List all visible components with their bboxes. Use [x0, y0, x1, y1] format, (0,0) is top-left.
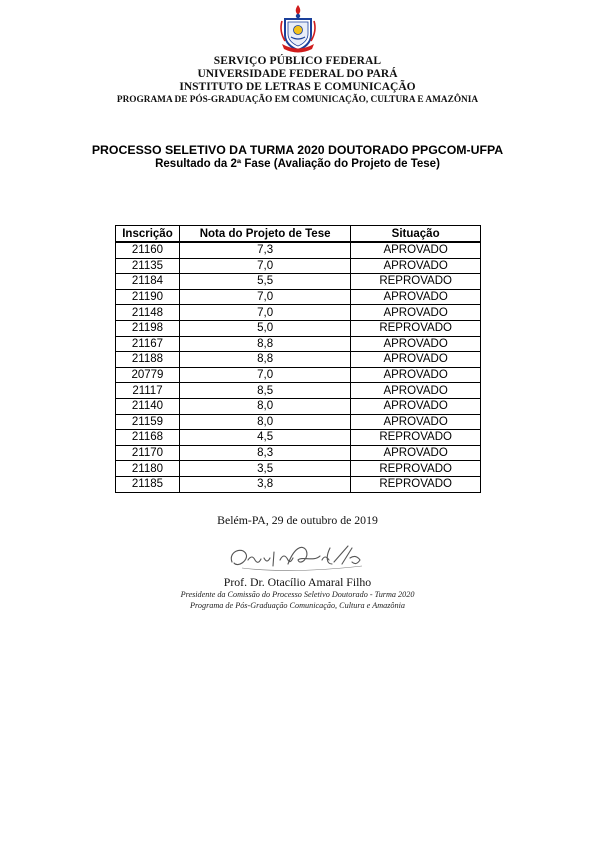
cell-situacao: APROVADO — [351, 445, 481, 461]
place-date: Belém-PA, 29 de outubro de 2019 — [217, 513, 378, 527]
table-header-row — [116, 226, 481, 243]
cell-nota: 8,0 — [179, 414, 350, 430]
cell-nota: 4,5 — [179, 430, 350, 446]
cell-nota: 8,8 — [179, 352, 350, 368]
cell-nota: 7,0 — [179, 289, 350, 305]
signer-role: Presidente da Comissão do Processo Seletivo Doutorado - Turma 2020 — [180, 590, 415, 599]
cell-inscricao: 21198 — [116, 320, 180, 336]
table-row — [116, 352, 481, 368]
cell-inscricao: 21180 — [116, 461, 180, 477]
cell-situacao: APROVADO — [351, 383, 481, 399]
cell-inscricao: 20779 — [116, 367, 180, 383]
cell-inscricao: 21188 — [116, 352, 180, 368]
document-title: PROCESSO SELETIVO DA TURMA 2020 DOUTORADO PPGCOM-UFPA — [91, 143, 504, 157]
university-crest-icon — [276, 3, 320, 53]
cell-nota: 8,3 — [179, 445, 350, 461]
cell-inscricao: 21170 — [116, 445, 180, 461]
cell-situacao: APROVADO — [351, 367, 481, 383]
header-nota: Nota do Projeto de Tese — [179, 226, 350, 243]
cell-inscricao: 21185 — [116, 476, 180, 492]
cell-nota: 8,0 — [179, 398, 350, 414]
table-row — [116, 445, 481, 461]
table-row — [116, 305, 481, 321]
header-line-program: PROGRAMA DE PÓS-GRADUAÇÃO EM COMUNICAÇÃO, CULTURA E AMAZÔNIA — [116, 95, 479, 105]
cell-inscricao: 21117 — [116, 383, 180, 399]
table-body — [116, 242, 481, 492]
cell-situacao: APROVADO — [351, 398, 481, 414]
cell-situacao: REPROVADO — [351, 274, 481, 290]
table-row — [116, 383, 481, 399]
cell-inscricao: 21140 — [116, 398, 180, 414]
table-row — [116, 398, 481, 414]
table-row — [116, 367, 481, 383]
cell-nota: 3,5 — [179, 461, 350, 477]
cell-inscricao: 21168 — [116, 430, 180, 446]
cell-nota: 7,0 — [179, 258, 350, 274]
cell-nota: 8,8 — [179, 336, 350, 352]
table-row — [116, 320, 481, 336]
table-row — [116, 414, 481, 430]
signer-program: Programa de Pós-Graduação Comunicação, Cultura e Amazônia — [190, 601, 405, 610]
cell-nota: 7,0 — [179, 305, 350, 321]
document-subtitle: Resultado da 2ª Fase (Avaliação do Projeto de Tese) — [155, 158, 440, 170]
table-row — [116, 289, 481, 305]
table-row — [116, 430, 481, 446]
cell-situacao: APROVADO — [351, 289, 481, 305]
cell-situacao: APROVADO — [351, 352, 481, 368]
cell-inscricao: 21167 — [116, 336, 180, 352]
cell-nota: 7,3 — [179, 242, 350, 258]
table-row — [116, 258, 481, 274]
cell-situacao: REPROVADO — [351, 476, 481, 492]
cell-situacao: REPROVADO — [351, 430, 481, 446]
table-row — [116, 274, 481, 290]
table-row — [116, 476, 481, 492]
cell-situacao: REPROVADO — [351, 461, 481, 477]
header-situacao: Situação — [351, 226, 481, 243]
cell-inscricao: 21135 — [116, 258, 180, 274]
handwritten-signature — [222, 538, 382, 578]
cell-inscricao: 21148 — [116, 305, 180, 321]
cell-situacao: APROVADO — [351, 414, 481, 430]
cell-inscricao: 21159 — [116, 414, 180, 430]
cell-nota: 5,0 — [179, 320, 350, 336]
cell-nota: 5,5 — [179, 274, 350, 290]
header-inscricao: Inscrição — [116, 226, 180, 243]
cell-inscricao: 21190 — [116, 289, 180, 305]
cell-inscricao: 21184 — [116, 274, 180, 290]
results-table — [115, 225, 481, 493]
table-row — [116, 336, 481, 352]
header-line-service: SERVIÇO PÚBLICO FEDERAL — [213, 55, 382, 67]
cell-situacao: APROVADO — [351, 242, 481, 258]
cell-situacao: APROVADO — [351, 336, 481, 352]
cell-situacao: APROVADO — [351, 258, 481, 274]
cell-nota: 3,8 — [179, 476, 350, 492]
signer-name: Prof. Dr. Otacílio Amaral Filho — [223, 575, 372, 589]
cell-nota: 7,0 — [179, 367, 350, 383]
cell-nota: 8,5 — [179, 383, 350, 399]
header-line-university: UNIVERSIDADE FEDERAL DO PARÁ — [197, 68, 398, 80]
cell-situacao: APROVADO — [351, 305, 481, 321]
table-row — [116, 461, 481, 477]
header-line-institute: INSTITUTO DE LETRAS E COMUNICAÇÃO — [179, 81, 416, 93]
table-row — [116, 242, 481, 258]
cell-situacao: REPROVADO — [351, 320, 481, 336]
cell-inscricao: 21160 — [116, 242, 180, 258]
